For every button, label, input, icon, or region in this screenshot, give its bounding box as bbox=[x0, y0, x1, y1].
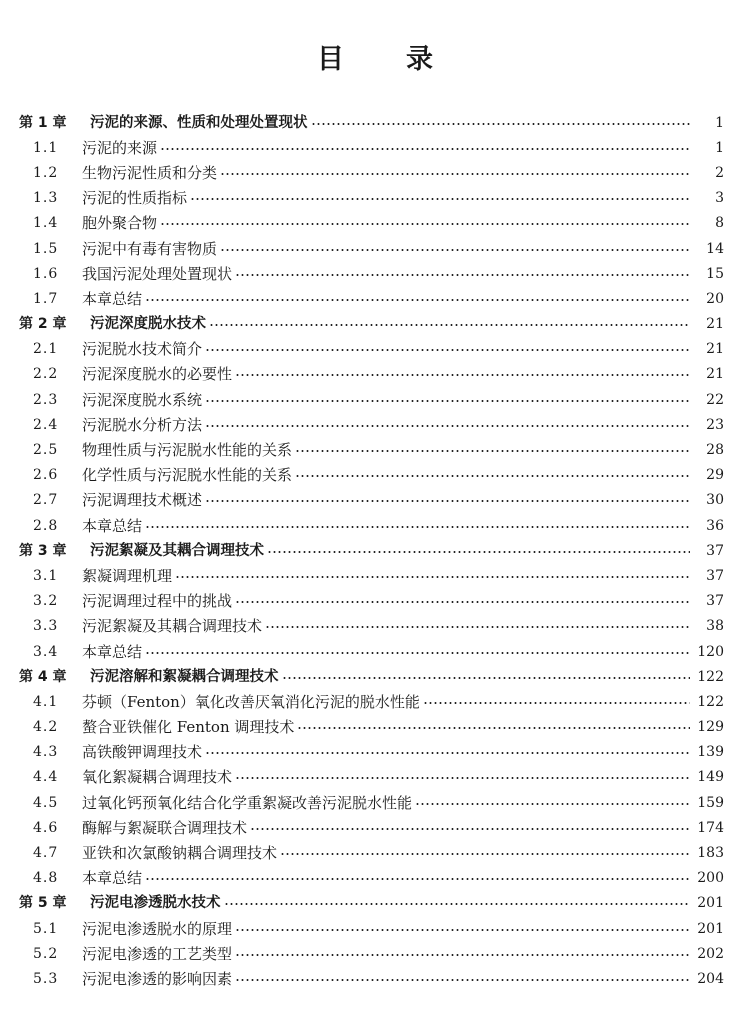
section-title: 酶解与絮凝联合调理技术 bbox=[82, 818, 248, 837]
section-number: 1.4 bbox=[33, 215, 59, 232]
page-number: 28 bbox=[706, 442, 724, 459]
toc-section-entry[interactable] bbox=[0, 916, 750, 941]
toc-section-entry[interactable] bbox=[0, 261, 750, 286]
section-number: 2.8 bbox=[33, 517, 59, 534]
section-title: 污泥深度脱水的必要性 bbox=[82, 365, 233, 384]
section-number: 2.1 bbox=[33, 341, 59, 358]
toc-section-entry[interactable] bbox=[0, 866, 750, 891]
page-number: 15 bbox=[706, 265, 724, 282]
section-number: 5.3 bbox=[33, 970, 59, 987]
section-number: 4.7 bbox=[33, 845, 59, 862]
section-title: 污泥调理过程中的挑战 bbox=[82, 592, 233, 611]
page-number: 30 bbox=[706, 492, 724, 509]
section-title: 污泥脱水技术简介 bbox=[82, 340, 203, 359]
toc-section-entry[interactable] bbox=[0, 689, 750, 714]
toc-section-entry[interactable] bbox=[0, 941, 750, 966]
chapter-number: 第 3 章 bbox=[19, 542, 67, 559]
section-title: 污泥中有毒有害物质 bbox=[82, 239, 218, 258]
toc-section-entry[interactable] bbox=[0, 211, 750, 236]
section-number: 4.4 bbox=[33, 769, 59, 786]
dot-leader bbox=[295, 450, 690, 452]
page-number: 139 bbox=[697, 744, 724, 761]
dot-leader bbox=[145, 299, 690, 301]
section-number: 1.5 bbox=[33, 240, 59, 257]
page-number: 37 bbox=[706, 593, 724, 610]
chapter-title: 污泥絮凝及其耦合调理技术 bbox=[90, 542, 264, 559]
dot-leader bbox=[145, 878, 690, 880]
dot-leader bbox=[423, 702, 690, 704]
page-number: 37 bbox=[706, 567, 724, 584]
page-number: 174 bbox=[697, 819, 724, 836]
section-title: 本章总结 bbox=[82, 516, 143, 535]
page-number: 20 bbox=[706, 290, 724, 307]
section-number: 4.1 bbox=[33, 693, 59, 710]
page-number: 201 bbox=[697, 920, 724, 937]
section-number: 3.4 bbox=[33, 643, 59, 660]
page-number: 38 bbox=[706, 618, 724, 635]
section-number: 4.8 bbox=[33, 870, 59, 887]
toc-section-entry[interactable] bbox=[0, 337, 750, 362]
section-number: 5.2 bbox=[33, 945, 59, 962]
dot-leader bbox=[235, 374, 690, 376]
chapter-number: 第 5 章 bbox=[19, 895, 67, 912]
section-number: 1.3 bbox=[33, 190, 59, 207]
chapter-title: 污泥深度脱水技术 bbox=[90, 316, 206, 333]
section-title: 物理性质与污泥脱水性能的关系 bbox=[82, 441, 293, 460]
page-title-char: 目 bbox=[317, 44, 344, 76]
dot-leader bbox=[205, 400, 690, 402]
section-title: 污泥脱水分析方法 bbox=[82, 415, 203, 434]
section-title: 过氧化钙预氧化结合化学重絮凝改善污泥脱水性能 bbox=[82, 793, 413, 812]
dot-leader bbox=[311, 123, 691, 125]
toc-section-entry[interactable] bbox=[0, 966, 750, 991]
page-number: 2 bbox=[715, 164, 724, 181]
page-number: 183 bbox=[697, 845, 724, 862]
page-number: 3 bbox=[715, 190, 724, 207]
page-number: 14 bbox=[706, 240, 724, 257]
section-title: 胞外聚合物 bbox=[82, 214, 158, 233]
dot-leader bbox=[160, 223, 690, 225]
section-number: 3.1 bbox=[33, 567, 59, 584]
section-title: 污泥电渗透的工艺类型 bbox=[82, 944, 233, 963]
section-title: 污泥电渗透的影响因素 bbox=[82, 969, 233, 988]
section-title: 污泥调理技术概述 bbox=[82, 491, 203, 510]
dot-leader bbox=[220, 173, 690, 175]
page-number: 122 bbox=[697, 668, 724, 685]
toc-chapter-entry[interactable] bbox=[0, 664, 750, 689]
dot-leader bbox=[415, 803, 690, 805]
dot-leader bbox=[205, 349, 690, 351]
dot-leader bbox=[175, 576, 690, 578]
section-number: 2.2 bbox=[33, 366, 59, 383]
dot-leader bbox=[280, 853, 690, 855]
toc-section-entry[interactable] bbox=[0, 589, 750, 614]
dot-leader bbox=[205, 425, 690, 427]
toc-section-entry[interactable] bbox=[0, 186, 750, 211]
section-title: 芬顿（Fenton）氧化改善厌氧消化污泥的脱水性能 bbox=[82, 692, 420, 711]
dot-leader bbox=[235, 979, 690, 981]
section-number: 1.2 bbox=[33, 164, 59, 181]
toc-section-entry[interactable] bbox=[0, 463, 750, 488]
page-title-char: 录 bbox=[406, 44, 433, 76]
page-number: 23 bbox=[706, 416, 724, 433]
toc-chapter-entry[interactable] bbox=[0, 312, 750, 337]
page-title bbox=[0, 40, 750, 80]
page-number: 1 bbox=[715, 114, 724, 131]
section-number: 2.6 bbox=[33, 467, 59, 484]
toc-section-entry[interactable] bbox=[0, 740, 750, 765]
toc-section-entry[interactable] bbox=[0, 765, 750, 790]
toc-section-entry[interactable] bbox=[0, 840, 750, 865]
section-title: 污泥的来源 bbox=[82, 138, 158, 157]
toc-section-entry[interactable] bbox=[0, 286, 750, 311]
section-number: 4.6 bbox=[33, 819, 59, 836]
section-title: 污泥电渗透脱水的原理 bbox=[82, 919, 233, 938]
page-number: 129 bbox=[697, 719, 724, 736]
page-number: 1 bbox=[715, 139, 724, 156]
page-number: 22 bbox=[706, 391, 724, 408]
toc-chapter-entry[interactable] bbox=[0, 891, 750, 916]
section-number: 1.6 bbox=[33, 265, 59, 282]
dot-leader bbox=[235, 954, 690, 956]
page-number: 200 bbox=[697, 870, 724, 887]
section-title: 污泥的性质指标 bbox=[82, 189, 188, 208]
dot-leader bbox=[265, 626, 690, 628]
toc-section-entry[interactable] bbox=[0, 437, 750, 462]
dot-leader bbox=[235, 274, 690, 276]
section-title: 我国污泥处理处置现状 bbox=[82, 264, 233, 283]
section-number: 5.1 bbox=[33, 920, 59, 937]
page-number: 122 bbox=[697, 693, 724, 710]
toc-section-entry[interactable] bbox=[0, 790, 750, 815]
section-title: 本章总结 bbox=[82, 289, 143, 308]
table-of-contents bbox=[0, 110, 750, 992]
section-title: 絮凝调理机理 bbox=[82, 566, 173, 585]
dot-leader bbox=[267, 551, 690, 553]
page-number: 21 bbox=[706, 316, 724, 333]
page-number: 204 bbox=[697, 970, 724, 987]
chapter-title: 污泥的来源、性质和处理处置现状 bbox=[90, 114, 308, 131]
section-number: 3.2 bbox=[33, 593, 59, 610]
toc-section-entry[interactable] bbox=[0, 160, 750, 185]
page-number: 201 bbox=[697, 895, 724, 912]
chapter-number: 第 4 章 bbox=[19, 668, 67, 685]
toc-section-entry[interactable] bbox=[0, 387, 750, 412]
page-number: 36 bbox=[706, 517, 724, 534]
section-number: 1.7 bbox=[33, 290, 59, 307]
page-number: 29 bbox=[706, 467, 724, 484]
dot-leader bbox=[145, 652, 690, 654]
section-title: 本章总结 bbox=[82, 869, 143, 888]
toc-chapter-entry[interactable] bbox=[0, 110, 750, 135]
section-number: 2.3 bbox=[33, 391, 59, 408]
section-title: 高铁酸钾调理技术 bbox=[82, 743, 203, 762]
dot-leader bbox=[235, 929, 690, 931]
dot-leader bbox=[250, 828, 690, 830]
dot-leader bbox=[235, 777, 690, 779]
chapter-title: 污泥电渗透脱水技术 bbox=[90, 895, 221, 912]
toc-section-entry[interactable] bbox=[0, 639, 750, 664]
chapter-number: 第 2 章 bbox=[19, 316, 67, 333]
dot-leader bbox=[205, 752, 690, 754]
section-title: 亚铁和次氯酸钠耦合调理技术 bbox=[82, 844, 278, 863]
page-number: 37 bbox=[706, 542, 724, 559]
dot-leader bbox=[145, 526, 690, 528]
dot-leader bbox=[235, 601, 690, 603]
section-title: 氧化絮凝耦合调理技术 bbox=[82, 768, 233, 787]
page-number: 21 bbox=[706, 341, 724, 358]
section-title: 本章总结 bbox=[82, 642, 143, 661]
toc-section-entry[interactable] bbox=[0, 715, 750, 740]
dot-leader bbox=[160, 148, 690, 150]
section-number: 2.5 bbox=[33, 442, 59, 459]
page-number: 202 bbox=[697, 945, 724, 962]
dot-leader bbox=[209, 324, 690, 326]
page-number: 8 bbox=[715, 215, 724, 232]
dot-leader bbox=[190, 198, 690, 200]
section-number: 4.3 bbox=[33, 744, 59, 761]
section-number: 1.1 bbox=[33, 139, 59, 156]
section-title: 螯合亚铁催化 Fenton 调理技术 bbox=[82, 718, 295, 737]
dot-leader bbox=[205, 500, 690, 502]
dot-leader bbox=[295, 475, 690, 477]
toc-section-entry[interactable] bbox=[0, 135, 750, 160]
section-number: 2.7 bbox=[33, 492, 59, 509]
toc-section-entry[interactable] bbox=[0, 563, 750, 588]
chapter-number: 第 1 章 bbox=[19, 114, 67, 131]
toc-section-entry[interactable] bbox=[0, 362, 750, 387]
toc-section-entry[interactable] bbox=[0, 513, 750, 538]
toc-section-entry[interactable] bbox=[0, 815, 750, 840]
section-number: 2.4 bbox=[33, 416, 59, 433]
section-number: 3.3 bbox=[33, 618, 59, 635]
section-title: 污泥深度脱水系统 bbox=[82, 390, 203, 409]
toc-section-entry[interactable] bbox=[0, 614, 750, 639]
dot-leader bbox=[220, 249, 690, 251]
section-title: 生物污泥性质和分类 bbox=[82, 163, 218, 182]
toc-section-entry[interactable] bbox=[0, 236, 750, 261]
section-number: 4.5 bbox=[33, 794, 59, 811]
toc-chapter-entry[interactable] bbox=[0, 538, 750, 563]
section-title: 化学性质与污泥脱水性能的关系 bbox=[82, 466, 293, 485]
dot-leader bbox=[297, 727, 690, 729]
toc-section-entry[interactable] bbox=[0, 412, 750, 437]
dot-leader bbox=[282, 677, 691, 679]
dot-leader bbox=[224, 903, 691, 905]
page-number: 21 bbox=[706, 366, 724, 383]
toc-section-entry[interactable] bbox=[0, 488, 750, 513]
section-number: 4.2 bbox=[33, 719, 59, 736]
section-title: 污泥絮凝及其耦合调理技术 bbox=[82, 617, 263, 636]
page-number: 159 bbox=[697, 794, 724, 811]
page-number: 120 bbox=[697, 643, 724, 660]
chapter-title: 污泥溶解和絮凝耦合调理技术 bbox=[90, 668, 279, 685]
page-number: 149 bbox=[697, 769, 724, 786]
